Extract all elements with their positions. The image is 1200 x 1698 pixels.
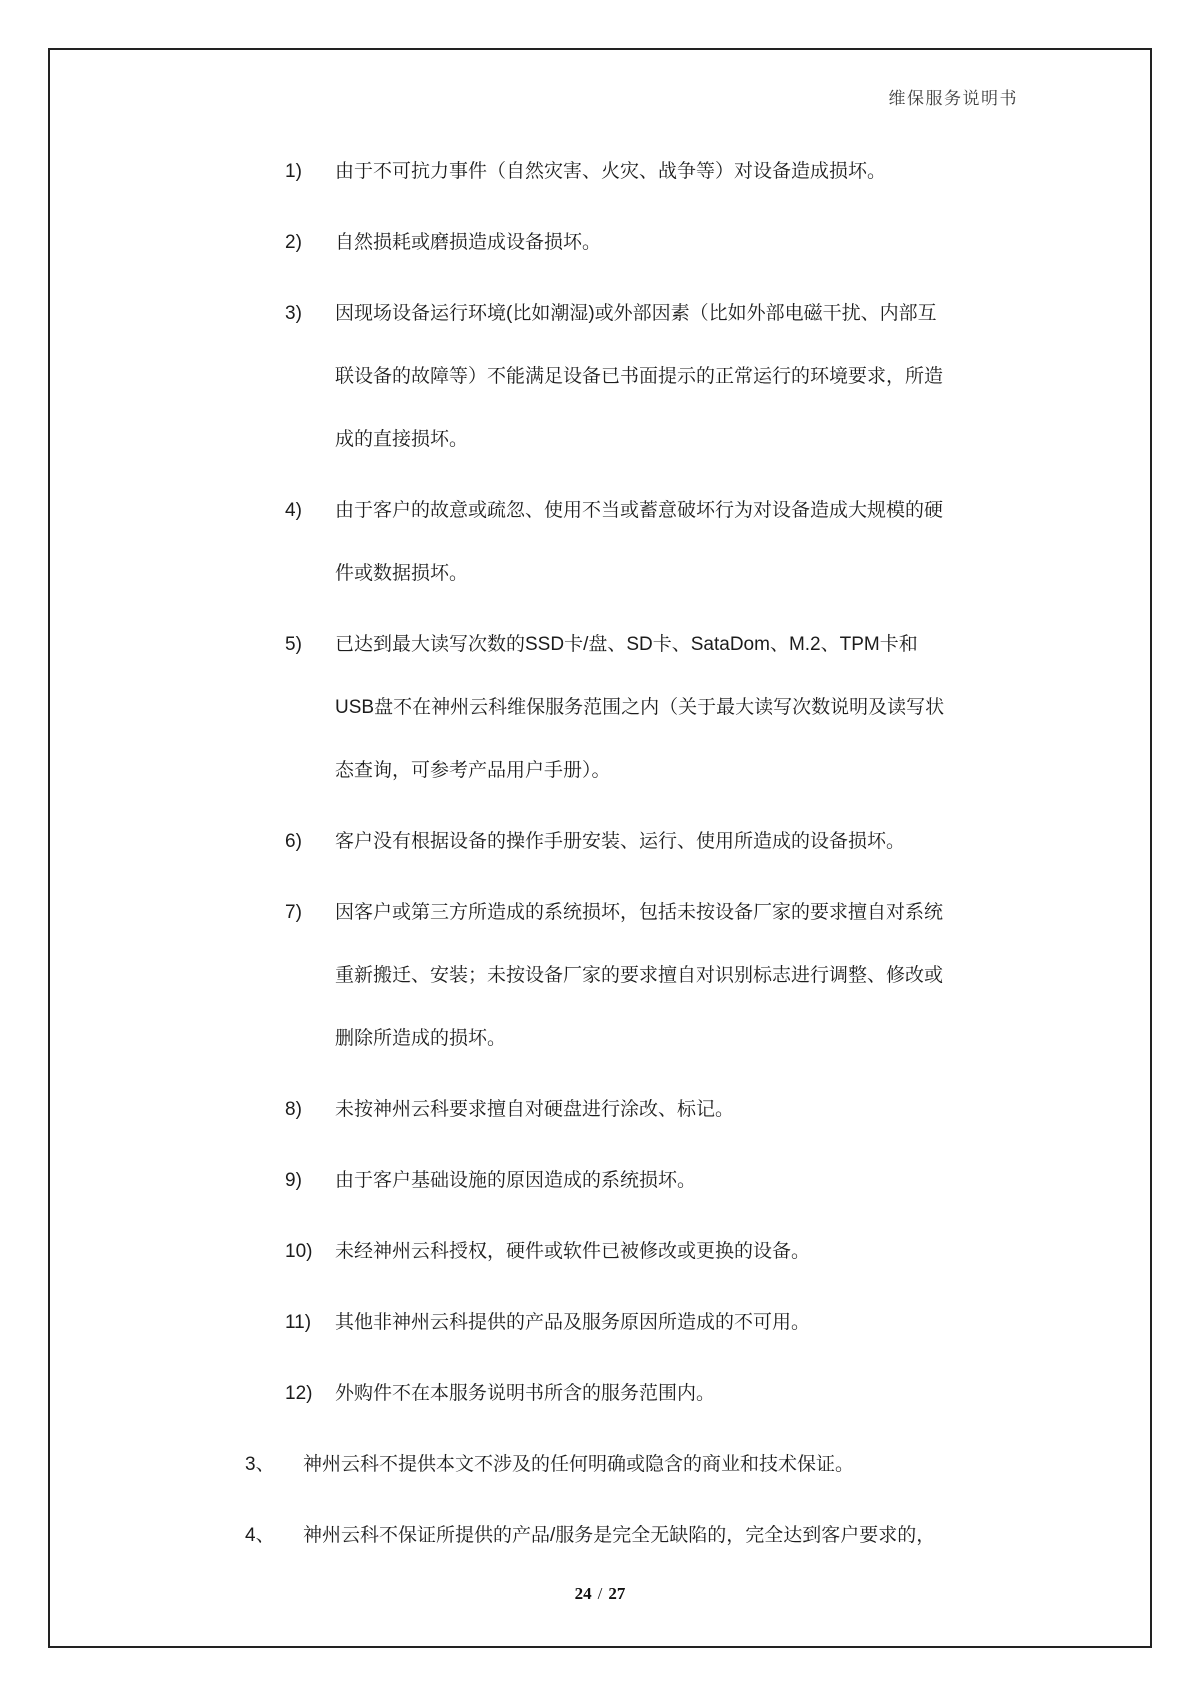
list-item-text [335,1291,1152,1354]
footer-current-page: 24 [574,1584,592,1603]
list-item-line: 重新搬迁、安装；未按设备厂家的要求擅自对识别标志进行调整、修改或 [335,965,944,986]
list-item-marker: 2) [285,232,302,253]
list-item-line: 由于客户基础设施的原因造成的系统损坏。 [335,1170,697,1191]
list-item-line: 因客户或第三方所造成的系统损坏，包括未按设备厂家的要求擅自对系统 [335,902,944,923]
list-item-marker: 12) [285,1383,313,1404]
list-item-line: 由于客户的故意或疏忽、使用不当或蓄意破坏行为对设备造成大规模的硬 [335,500,944,521]
list-item-text [335,282,1152,471]
list-item-line: 因现场设备运行环境(比如潮湿)或外部因素（比如外部电磁干扰、内部互 [335,303,937,324]
list-item-text [335,140,1152,203]
list-item [48,613,1152,802]
list-item [48,1078,1152,1141]
list-item [48,1504,1152,1567]
list-item-text [335,613,1152,802]
list-item [48,1433,1152,1496]
list-item-marker: 3、 [245,1454,275,1475]
list-item-line: USB盘不在神州云科维保服务范围之内（关于最大读写次数说明及读写状 [335,697,945,718]
list-item-marker: 8) [285,1099,302,1120]
list-item-line: 成的直接损坏。 [335,429,469,450]
list-item-text [303,1504,1152,1567]
list-item [48,282,1152,471]
list-item-line: 其他非神州云科提供的产品及服务原因所造成的不可用。 [335,1312,811,1333]
footer-total-pages: 27 [608,1584,626,1603]
list-item [48,810,1152,873]
list-item-text [335,211,1152,274]
list-item [48,1220,1152,1283]
list-item [48,479,1152,605]
list-item-marker: 4) [285,500,302,521]
list-item [48,1362,1152,1425]
list-item-line: 已达到最大读写次数的SSD卡/盘、SD卡、SataDom、M.2、TPM卡和 [335,634,918,655]
footer-separator: / [597,1584,603,1603]
list-container [48,140,1152,1575]
list-item-marker: 3) [285,303,302,324]
list-item [48,881,1152,1070]
list-item-text [303,1433,1152,1496]
list-item-line: 由于不可抗力事件（自然灾害、火灾、战争等）对设备造成损坏。 [335,161,887,182]
list-item-line: 自然损耗或磨损造成设备损坏。 [335,232,602,253]
list-item-marker: 9) [285,1170,302,1191]
list-item-text [335,881,1152,1070]
list-item-line: 联设备的故障等）不能满足设备已书面提示的正常运行的环境要求，所造 [335,366,944,387]
page-footer [0,1584,1200,1604]
list-item-text [335,1149,1152,1212]
list-item-marker: 7) [285,902,302,923]
list-item-line: 态查询，可参考产品用户手册）。 [335,760,611,781]
list-item-line: 件或数据损坏。 [335,563,469,584]
list-item-text [335,479,1152,605]
list-item-line: 神州云科不提供本文不涉及的任何明确或隐含的商业和技术保证。 [303,1454,855,1475]
list-item-line: 未经神州云科授权，硬件或软件已被修改或更换的设备。 [335,1241,811,1262]
list-item-line: 神州云科不保证所提供的产品/服务是完全无缺陷的，完全达到客户要求的， [303,1525,936,1546]
list-item-marker: 11) [285,1312,312,1333]
list-item-text [335,810,1152,873]
list-item [48,1149,1152,1212]
list-item-text [335,1220,1152,1283]
list-item [48,1291,1152,1354]
list-item [48,140,1152,203]
list-item-marker: 5) [285,634,302,655]
list-item-line: 外购件不在本服务说明书所含的服务范围内。 [335,1383,716,1404]
list-item-text [335,1362,1152,1425]
page-header-title: 维保服务说明书 [888,89,1018,108]
list-item-marker: 10) [285,1241,313,1262]
list-item [48,211,1152,274]
list-item-line: 未按神州云科要求擅自对硬盘进行涂改、标记。 [335,1099,735,1120]
list-item-line: 删除所造成的损坏。 [335,1028,507,1049]
list-item-marker: 1) [285,161,302,182]
list-item-marker: 4、 [245,1525,275,1546]
list-item-line: 客户没有根据设备的操作手册安装、运行、使用所造成的设备损坏。 [335,831,906,852]
list-item-marker: 6) [285,831,302,852]
list-item-text [335,1078,1152,1141]
